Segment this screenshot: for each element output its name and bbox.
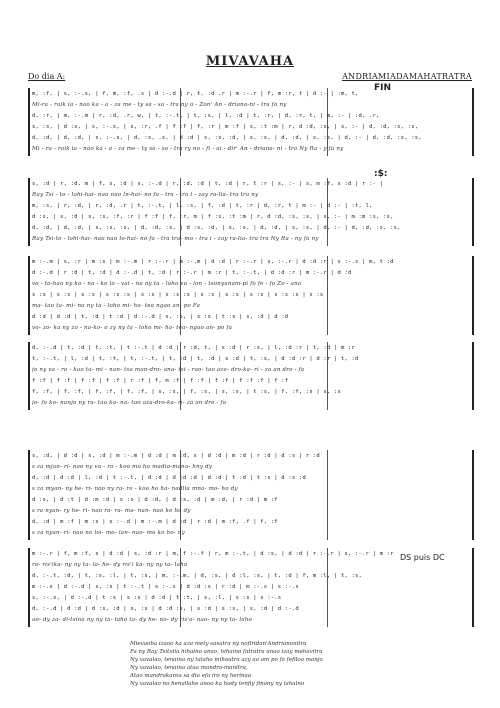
fin-marker: FIN (374, 83, 392, 93)
solfa-line: d :d | d :d | t, :d | t :d | d :-.d | s, :s, | s :s | t :s | s, :d | d :d (32, 314, 289, 320)
solfa-line: s :s | s :s | s :s | s :s :s | s :s | s :s :s | s :s | s :s | s :s | s :s :s | s :s (32, 292, 324, 298)
solfa-line: d :-.d | r :d | t, :d | d :-.d | t, :d | r :-.r | m :r | t, :-.t, | d :d :r | m :-.r | d :d (32, 270, 352, 276)
barline (472, 450, 474, 540)
barline (28, 450, 30, 540)
lyric-line: ao- dy za- di-tsina ny ny ta- laho ta- dy he- no- dy ris'a- nao- ny ny ta- laho (32, 617, 253, 623)
music-system (28, 342, 474, 410)
verse-line: Mievaoba izaoo ka aza mety sasatra ny nofiridan'Andrianonitra (130, 641, 307, 647)
lyric-line: ma- tao ta- mi- na ny ta - loho mi- ha- tea ngao an- po Fa (32, 303, 201, 309)
page-title: MIVAVAHA (205, 54, 295, 69)
solfa-line: f, :f, | f, :f, | f, :f, | f, :f, | s, :s, | f, :s, | s, :s, | t :s, | f, :f, :s | s, :s (32, 389, 341, 395)
solfa-line: d, :d, | d, :d, | s, :-.s, | d, :s, .s, | d :d | s, :s, :d, | s, :s, | d, :d, | s, :s, | d, :- | d, :d, :s, :s, (32, 135, 422, 141)
solfa-line: t, :-.t, | l, :d | t, :t, | t, :-.t, | t, :d | t, :d | s :d | t, :s, | d :d :r | d :r | t, :d (32, 356, 359, 362)
solfa-line: m, :s, | r, :d, | r, :d, .r | t, :-.t, | l, :s, | f, :d | t, :r | d, :r, t | m :- | d :- | :t, l, (32, 203, 373, 209)
lyric-line: ra- ris'ika- ny ny ta- la- he- dy ris'i ka- ny ny ta- laha (32, 562, 188, 568)
music-system (28, 178, 474, 246)
music-system (28, 88, 474, 156)
solfa-line: m :-.s | d :-.d | s, :s | t :-.t | s :-.s | d :d :s | r :d | m :-.s | s :-.s (32, 584, 299, 590)
barline (28, 88, 30, 156)
solfa-line: s, :d, | d :d | s, :d | m :-.m | d :d | m :d, s | d :d | m :d | r :d | d :s | r :d (32, 453, 320, 459)
verse-line: Ny vavalao no henallahe anoo ka hody tenfiy finony ny lahalno (130, 681, 305, 687)
music-system (28, 450, 474, 540)
solfa-line: d, :d | d :d | l, :d | t :-.t, | d :d | d :d :d | d :d | t :d | t :s | d :s :d (32, 475, 306, 481)
verse-line: Fa ny Ray Tsitolia hihaino anao, hihaino fatratra anao izay mehavitra (130, 649, 323, 655)
verse-line: Atao mandrakaroa sa dia efa iro ny herinao (130, 673, 252, 679)
solfa-line: m, :f, | s, :-.s, | f, m, :f, .s | d :-.d | r, t, :d .r | m :-.r | f, m :r, t | d :- | :m, t, (32, 91, 359, 97)
verse-line: Ny vavalao, tenaina ny talaho mihoatra azy ao am po fa fefiloa manjo (130, 657, 323, 663)
barline (28, 342, 30, 410)
solfa-line: d, :-.t, :d, | t, :s, :l, | t, :s, | m, :-.m, | d, :s, | d :l, :s, | t, :d | f, m :l, | t, :s, (32, 573, 363, 579)
solfa-line: d, :r, | m, :-.m | r, :d, .r, w, | t, :-.t, | t, :s, | l, :d | t, :r, | d, :r, t, | m, :- | :d, .r, (32, 113, 380, 119)
barline (28, 178, 30, 246)
lyric-line: vo- zo- ka ny zo - na-ko- o zy ny ta - loho mi- ha- tea- ngao an- po fa (32, 325, 233, 331)
barline (472, 342, 474, 410)
lyric-line: s za mjan- ri- nao ny va - ro - koo mo ho madio-mana- hny dy (32, 464, 213, 470)
solfa-line: s, :-.s, | d :-.d | t :s | s :s | d :d | t :t, | s, :l, | s :s | s :-.s (32, 595, 282, 601)
solfa-line: d, :-.d | d :d | d :s, :d | s, :s | d :d :s, | s :d | s :s, | s, :d | d :-.d (32, 606, 299, 612)
lyric-line: jo ny va - ro - kao ta- mi - nan- tsa man-dro- ana- tsi - rao- tao aza- dro-ka- ri - za an dro - fa (32, 367, 305, 373)
verses (130, 640, 323, 688)
lyric-line: s za myan- ny he- ri- nao ny ra- ro - koo ho ha- nadlia mna- mo- ho dy (32, 486, 238, 492)
solfa-line: m :-.r | f, m :f, s | d :d | s, :d :r | m, f :-.f | r, m :-.t, | d :s, | d :d | r :-.r | s, :-.r | m :r (32, 551, 394, 557)
barline (472, 256, 474, 335)
lyric-line: Ray Tsi - to - lohi-hai- nao nao ln-hai- no fa - tra - tra i - zay ra-lia- tra tra ny (32, 192, 259, 198)
barline (472, 178, 474, 246)
lyric-line: jo- fo ko- nanjo ny ra- tao ka- na- tao aza-dro-ka- ri- za an dro - fa (32, 400, 227, 406)
solfa-line: d, :-.d | t, :d | t, :t, | t :-.t | d :d | r :d, t, | s :d | r :s, | l, :d :r | t, :d | m :r (32, 345, 356, 351)
solfa-line: s, :s, | d :s, | s, :-.s, | s, :r, .f | f :f | f, :r | m :f | s, :t :m | r, d :d, :s, | s, :- | d, :d, :s, :s, (32, 124, 419, 130)
solfa-line: m :-.m | s, :r | m :s | m :-.m | r :-.r | m :-.m | d :d | r :-.r | s, :-.r | d :d :r | s :-.s | m, t :d (32, 259, 394, 265)
solfa-line: d :s, | d :t | d :m :d | s :s | d :d, | d :s, :d | m :d, | r :d | m :f (32, 497, 278, 503)
solfa-line: d, :d, | d, :d, | s, :s, :s, | d, :d, :s, | d :s, :d, | s, :s, | d, :d, | s, :s, | d, :- | d, :d, :s, :s, (32, 225, 401, 231)
lyric-line: s ra nyan- ry he- ri- nao ra- ra- ma- nan- nao ko ho dy (32, 508, 191, 514)
lyric-line: s za nyan- ri- nao no loi- mo- lan- nao- mo ko ho- dy (32, 530, 185, 536)
segno-marker: :$: (374, 169, 388, 179)
composer-name: ANDRIAMIADAMAHATRATRA (342, 72, 472, 81)
ds-dc-marker: DS puis DC (400, 553, 445, 562)
lyric-line: Mi-ra - raik ia - nao ka - a - za me - ty sa - sa - tra ny o - Zon' An - driana-ni - tra fa ny (32, 102, 287, 108)
key-signature: Do dia A: (28, 72, 66, 81)
solfa-line: f :f | f :f | f :f | f :f | r :f | f, m :f | f :f | f :f | f :f :f | f :f (32, 378, 289, 384)
verse-line: Ny vavalao, tenaina ataa mandra-manitra, (130, 665, 248, 671)
solfa-line: d, :d | m :f | m :s | s :-.d | m :-.m | d :d | r :d | m :f, .f | f, :f (32, 519, 278, 525)
music-system (28, 256, 474, 335)
barline (472, 548, 474, 627)
barline (472, 88, 474, 156)
lyric-line: vo - to-hao ny ko - na - ko lo - vai - na ny ta - loho vo - lon - tsonyanam-pi fo fe - fo Zo - ana (32, 281, 302, 287)
solfa-line: d :s, | s, :d | s, :s, :f, :r | f :f | f, :r, m | f :s, :t :m | r, d :d, :s, :s, | s, :- | m :m :s, :s, (32, 214, 394, 220)
solfa-line: s, :d | r, :d, m | f, s, :d | s, :-.d | r, :d, :d | t, :d | r, t :r | s, :- | s, m :f, s :d | r :- | (32, 181, 384, 187)
lyric-line: Ray Tsi-to - lohi-hai- nao nao lo-hai- no fa - tra tra- mo - tra i - zay ra-lia- tra tra Ny Ra - ny fa ny (32, 236, 319, 242)
lyric-line: Mi - ra - raik ia - nao ka - a - za me - ty sa - sa - tra ry no - fi - ai - dir' An - driana- ni - tra Ny Ra - y fa ny (32, 146, 344, 152)
barline (28, 256, 30, 335)
barline (28, 548, 30, 627)
music-system (28, 548, 474, 627)
